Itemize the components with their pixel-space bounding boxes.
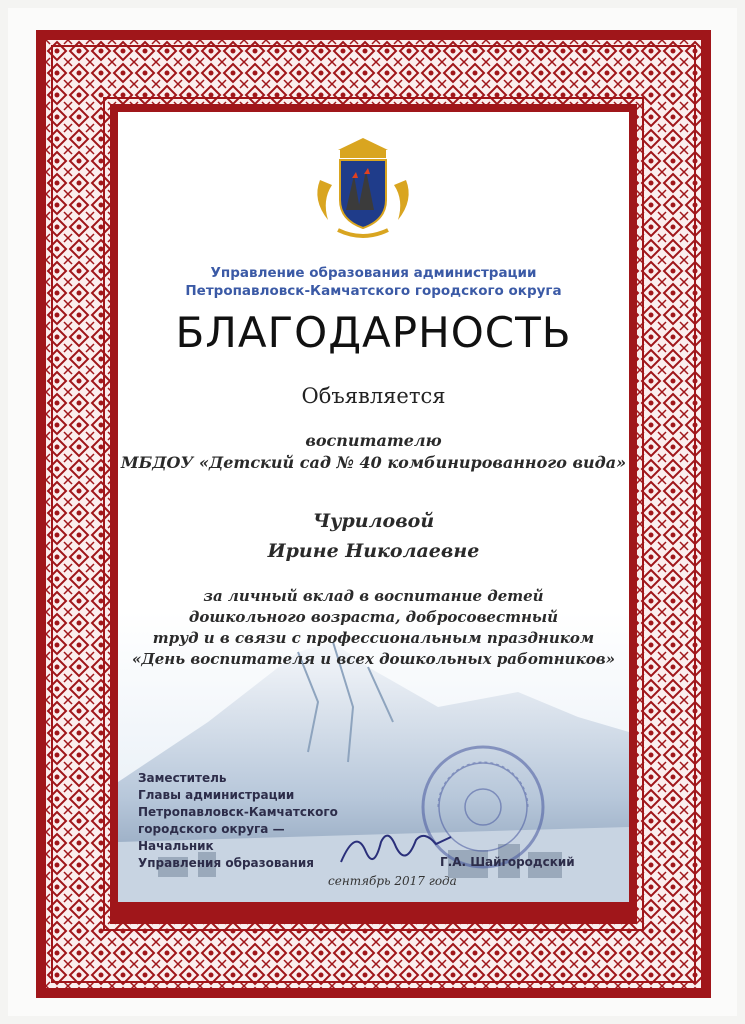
certificate-title: БЛАГОДАРНОСТЬ — [175, 308, 572, 357]
org-line-2: Петропавловск-Камчатского городского округа — [185, 283, 562, 299]
content-panel — [118, 112, 629, 902]
signatory-line: Заместитель — [138, 771, 227, 785]
reason-line: «День воспитателя и всех дошкольных работников» — [132, 650, 615, 668]
recipient-name: Ирине Николаевне — [267, 540, 480, 562]
signatory-line: Начальник — [138, 839, 214, 853]
recipient-surname: Чуриловой — [312, 510, 435, 532]
reason-line: труд и в связи с профессиональным праздником — [152, 629, 595, 647]
reason-line: за личный вклад в воспитание детей — [203, 587, 544, 605]
org-line-1: Управление образования администрации — [210, 265, 537, 281]
coat-of-arms-icon — [308, 130, 418, 245]
signatory-title — [138, 770, 338, 872]
handwritten-signature — [336, 822, 456, 872]
recipient-organization: МБДОУ «Детский сад № 40 комбинированного вида» — [120, 453, 627, 472]
signatory-line: Управления образования — [138, 856, 314, 870]
recipient-block — [118, 430, 629, 474]
recipient-role: воспитателю — [305, 431, 442, 450]
announce-text: Объявляется — [301, 384, 446, 408]
issue-date: сентябрь 2017 года — [328, 874, 457, 888]
recipient-name-block — [118, 506, 629, 566]
organization-name — [118, 264, 629, 300]
signatory-line: Главы администрации — [138, 788, 295, 802]
signatory-line: городского округа — — [138, 822, 285, 836]
reason-line: дошкольного возраста, добросовестный — [188, 608, 559, 626]
reason-text — [118, 586, 629, 670]
signatory-name: Г.А. Шайгородский — [440, 855, 575, 869]
certificate-sheet — [8, 8, 737, 1016]
signatory-line: Петропавловск-Камчатского — [138, 805, 338, 819]
